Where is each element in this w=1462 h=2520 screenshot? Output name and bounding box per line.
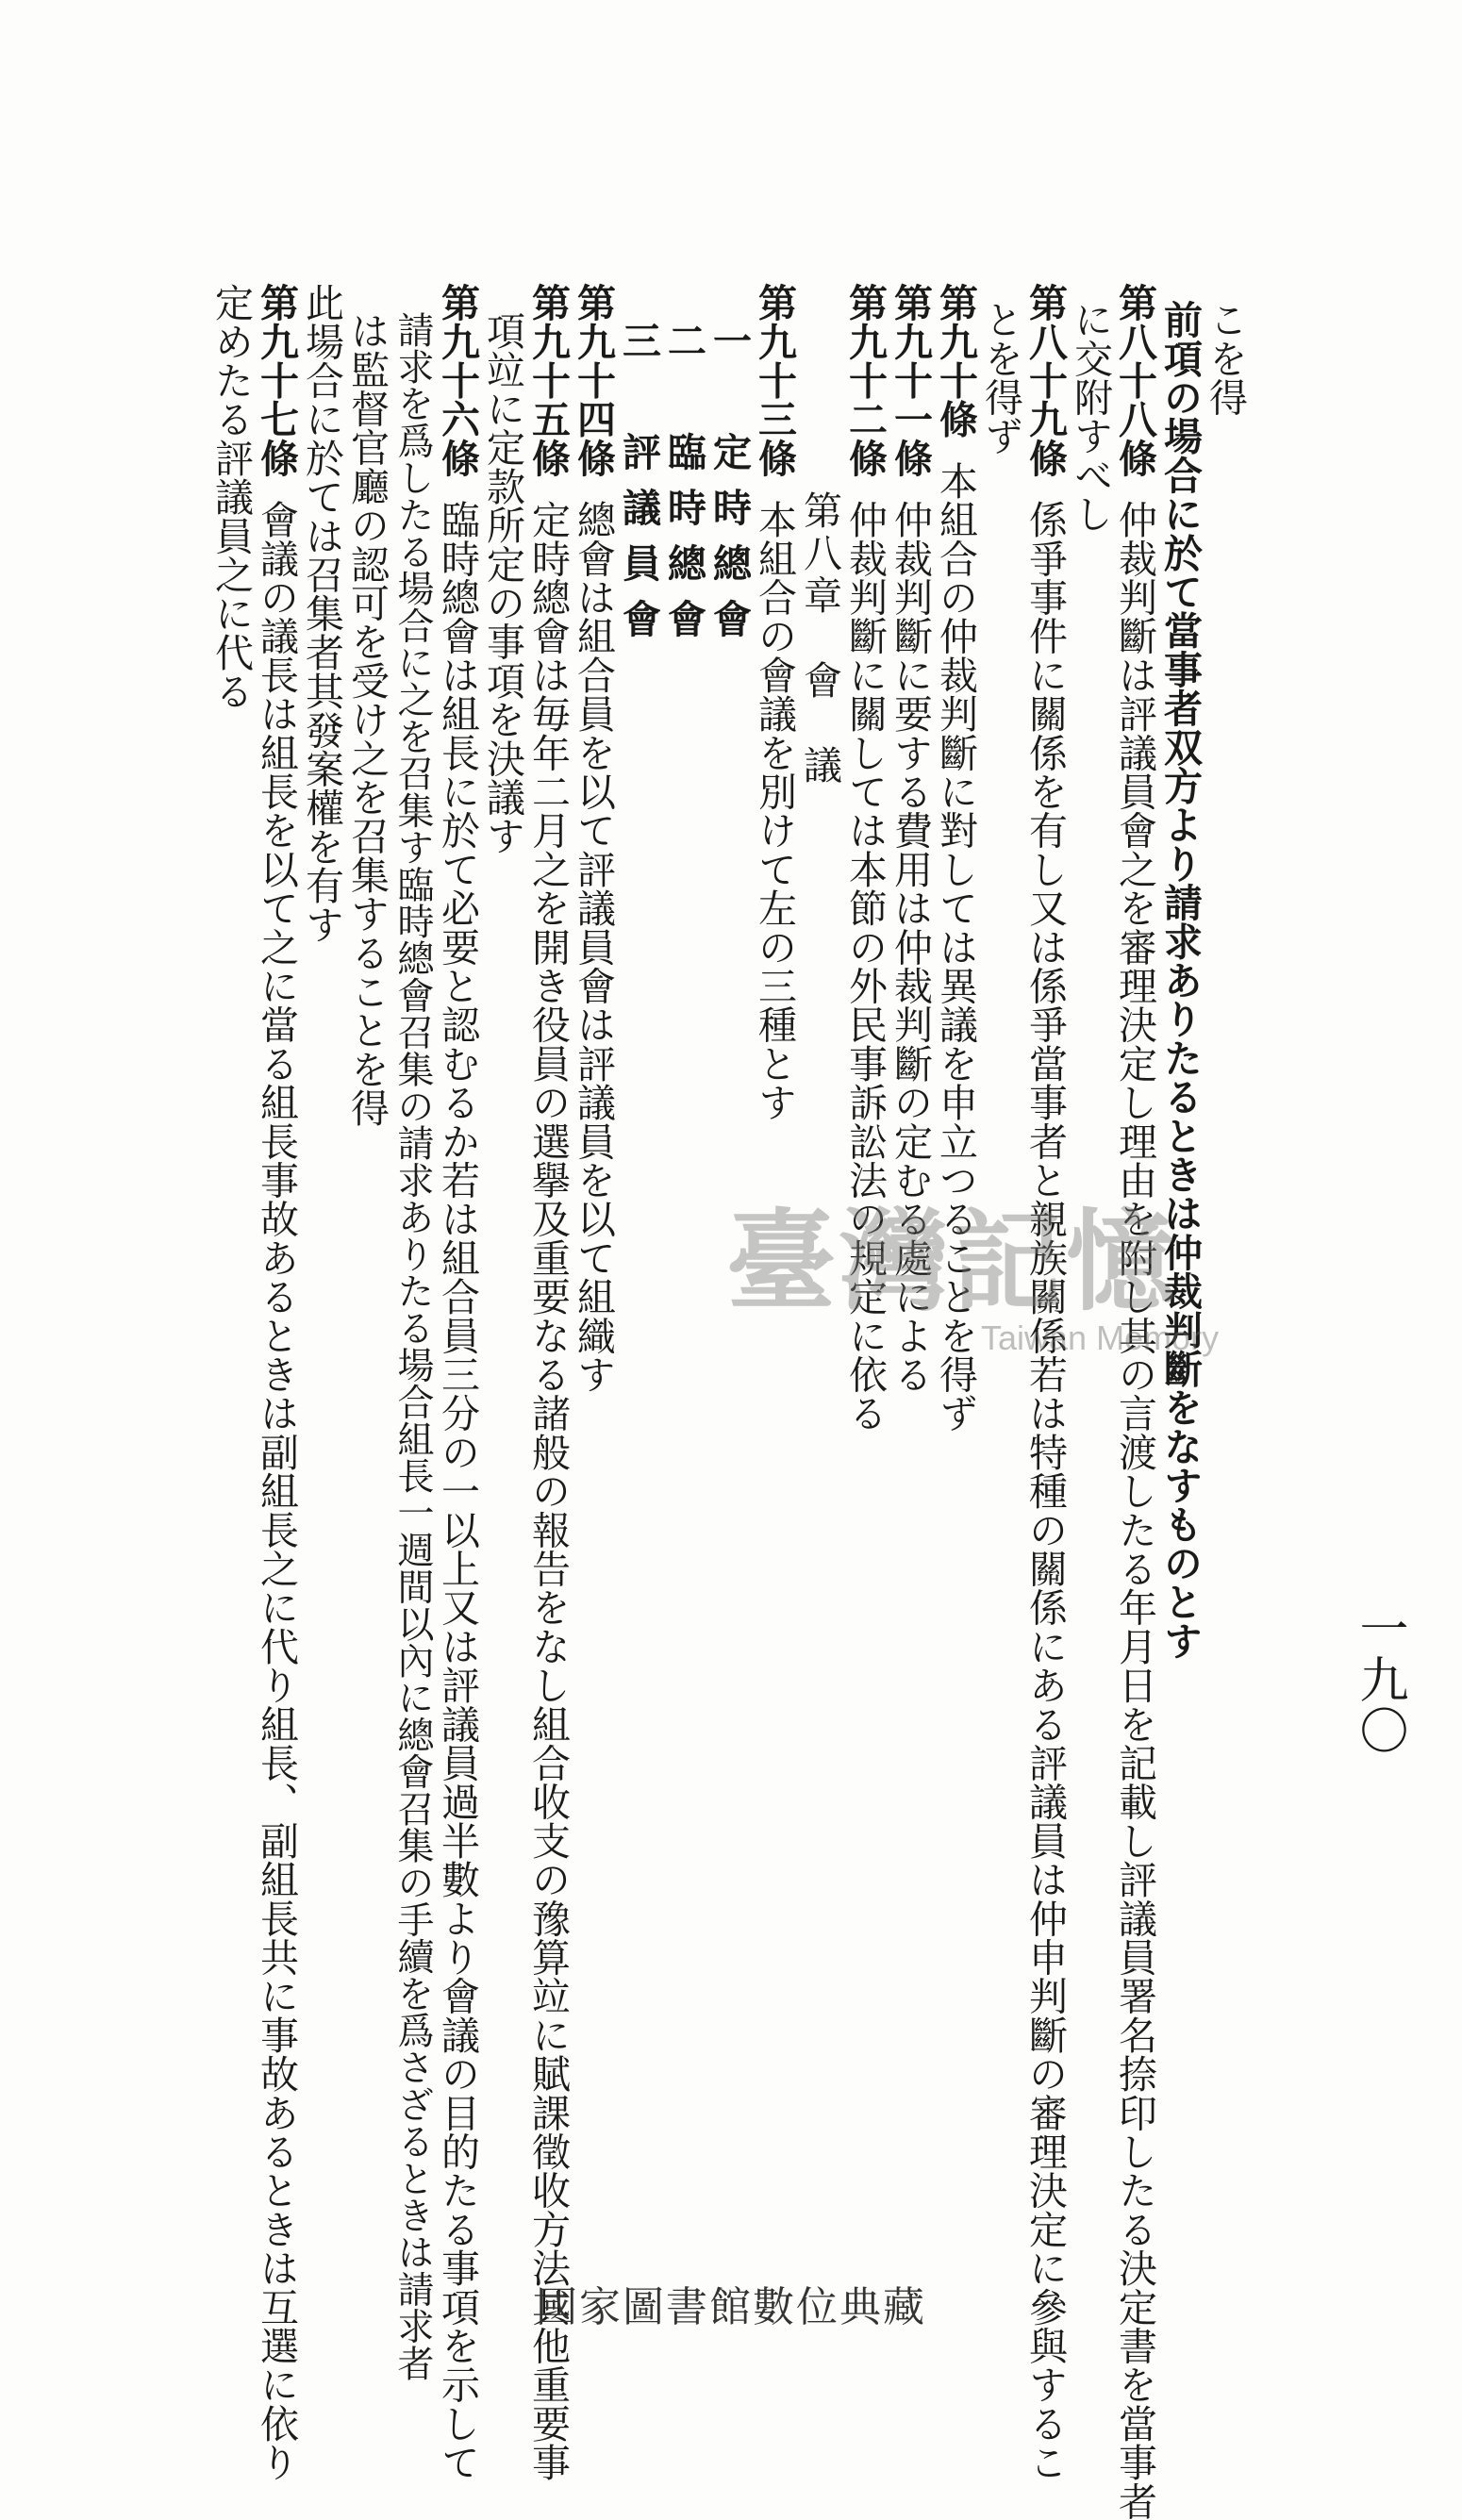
text-column: [1203, 300, 1248, 417]
article-number: 第八十八條: [1112, 283, 1157, 477]
column-text: 此場合に於ては召集者其發案權を有す: [299, 283, 344, 944]
article-text: 仲裁判斷に關しては本節の外民事訴訟法の規定に依る: [842, 500, 888, 1433]
text-column: [299, 283, 344, 944]
column-text: 前項の場合に於て當事者双方より請求ありたるときは仲裁判斷をなすものとす: [1157, 300, 1203, 1660]
article-number: 第九十六條: [435, 283, 480, 477]
column-text: 請求を爲したる場合に之を召集す臨時總會召集の請求ありたる場合組長一週間以內に總會召集の手續を爲さざるときは請求者: [391, 311, 434, 2382]
article-text: 總會は組合員を以て評議員會は評議員を以て組織す: [571, 500, 616, 1394]
article-number: 第九十二條: [842, 283, 888, 477]
article-89: [1022, 283, 1068, 2482]
text-column: [391, 311, 434, 2382]
chapter-heading: [797, 490, 842, 788]
text-column: [978, 300, 1023, 456]
list-item: [706, 321, 752, 655]
column-text: 定めたる評議員之に代る: [208, 283, 254, 711]
chapter-title: 第八章 會 議: [797, 490, 842, 788]
article-97: [254, 283, 299, 2482]
article-text: 仲裁判斷は評議員會之を審理決定し理由を附し其の言渡したる年月日を記載し評議員署名捺印したる決定書を當事者: [1112, 500, 1157, 2520]
article-number: 第九十條: [933, 283, 978, 439]
list-item-text: 一 定時總會: [706, 321, 752, 655]
text-column: [1068, 300, 1113, 534]
list-item: [661, 321, 706, 655]
article-90: [933, 283, 978, 1433]
article-96: [435, 283, 480, 2482]
column-text: は監督官廳の認可を受け之を召集することを得: [344, 311, 390, 1128]
text-column: [344, 311, 390, 1128]
article-91: [888, 283, 933, 1394]
text-column: [1157, 300, 1203, 1660]
column-text: に交附すべし: [1068, 300, 1113, 534]
watermark-chinese: 臺灣記憶: [726, 1198, 1179, 1326]
article-94: [571, 283, 616, 1394]
article-number: 第九十三條: [752, 283, 797, 477]
page-number: 一九〇: [1351, 1603, 1407, 1756]
article-95: [525, 283, 571, 2482]
article-text: 會議の議長は組長を以て之に當る組長事故あるときは副組長之に代り組長、副組長共に事故あるときは互選に依り: [254, 500, 299, 2482]
list-item: [616, 321, 661, 655]
text-column: [480, 311, 525, 855]
article-text: 仲裁判斷に要する費用は仲裁判斷の定むる處による: [888, 500, 933, 1394]
column-text: とを得ず: [978, 300, 1023, 456]
article-number: 第九十五條: [525, 283, 571, 477]
article-number: 第八十九條: [1022, 283, 1068, 477]
watermark-english: Taiwan Memory: [981, 1318, 1220, 1357]
article-88: [1112, 283, 1157, 2520]
list-item-text: 二 臨時總會: [661, 321, 706, 655]
list-item-text: 三 評議員會: [616, 321, 661, 655]
article-number: 第九十四條: [571, 283, 616, 477]
article-text: 本組合の仲裁判斷に對しては異議を申立つることを得ず: [933, 460, 978, 1433]
article-text: 臨時總會は組長に於て必要と認むるか若は組合員三分の一以上又は評議員過半數より會議の目的たる事項を示して: [435, 500, 480, 2482]
footer-credit: 國家圖書館數位典藏: [536, 2283, 926, 2331]
text-column: [208, 283, 254, 711]
article-number: 第九十一條: [888, 283, 933, 477]
column-text: こを得: [1203, 300, 1248, 417]
article-text: 係爭事件に關係を有し又は係爭當事者と親族關係若は特種の關係にある評議員は仲申判斷の審理決定に參與するこ: [1022, 500, 1068, 2482]
article-text: 本組合の會議を別けて左の三種とす: [752, 500, 797, 1122]
article-number: 第九十七條: [254, 283, 299, 477]
article-93: [752, 283, 797, 1122]
column-text: 項竝に定款所定の事項を決議す: [480, 311, 525, 855]
article-text: 定時總會は毎年二月之を開き役員の選擧及重要なる諸般の報告をなし組合收支の豫算竝に賦課徵收方法其他重要事: [525, 500, 571, 2482]
article-92: [842, 283, 888, 1433]
